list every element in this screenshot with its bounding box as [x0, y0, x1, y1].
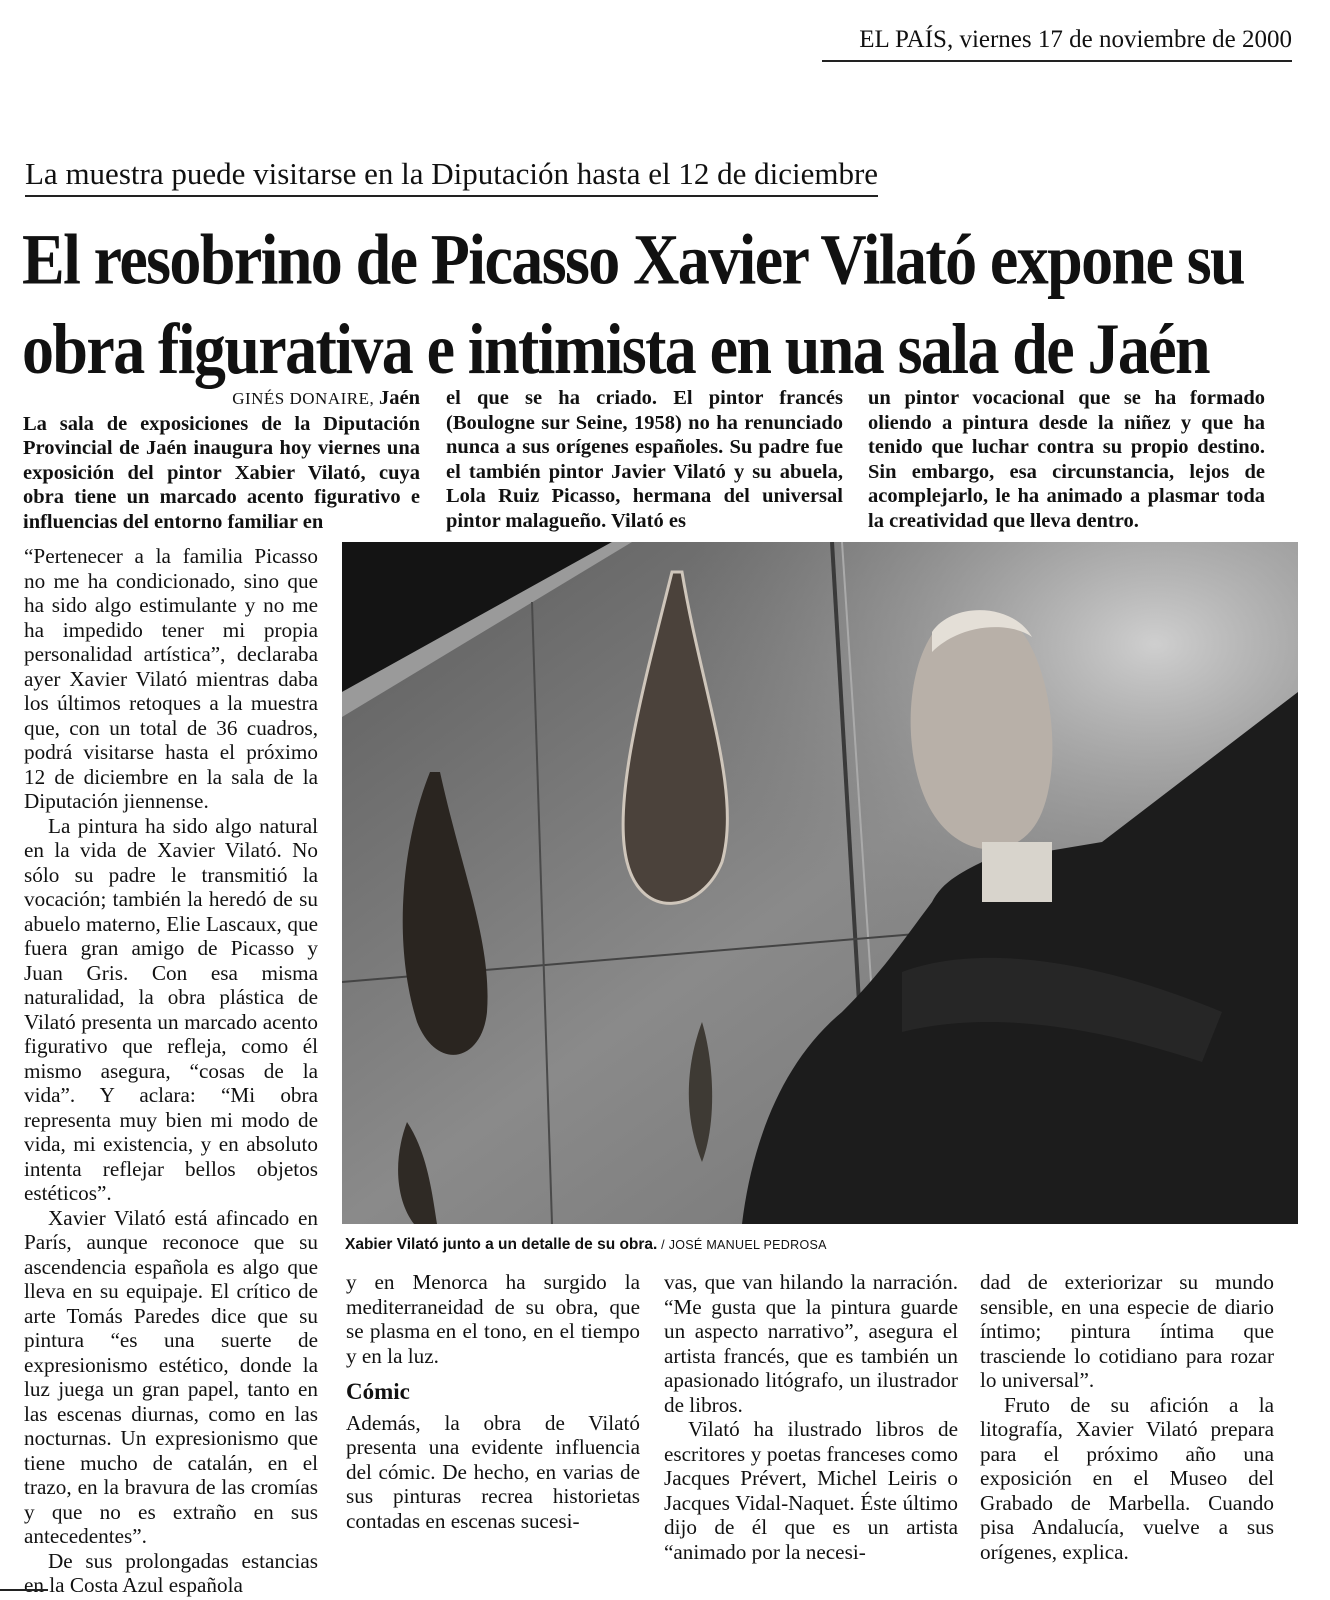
lead-column-3 [868, 386, 1265, 533]
body-paragraph: y en Menorca ha surgido la mediterraneidad de su obra, que se plasma en el tono, en el tiempo y en la luz. [346, 1270, 640, 1368]
caption-text: Xabier Vilató junto a un detalle de su obra. [345, 1236, 658, 1253]
body-paragraph: La pintura ha sido algo natural en la vida de Xavier Vilató. No sólo su padre le transmitió la vocación; también la heredó de su abuelo materno, Elie Lascaux, que fuera gran amigo de Picasso y Juan Gris. Con esa misma naturalidad, la obra plástica de Vilató presenta un marcado acento figurativo que refleja, como él mismo asegura, “cosas de la vida”. Y aclara: “Mi obra representa muy bien mi modo de vida, mi existencia, y en absoluto intenta reflejar bellos objetos estéticos”. [24, 813, 318, 1205]
photo-caption [345, 1236, 827, 1254]
byline-author: GINÉS DONAIRE, [232, 389, 375, 408]
body-column-4 [980, 1270, 1274, 1564]
body-column-2 [346, 1270, 640, 1533]
byline [23, 386, 420, 412]
lead-text: La sala de exposiciones de la Diputación Provincial de Jaén inaugura hoy viernes una exposición del pintor Xabier Vilató, cuya obra tiene un marcado acento figurativo e influencias del entorno familiar en [23, 412, 420, 533]
body-column-1 [24, 544, 318, 1598]
article-photo [342, 542, 1298, 1224]
headline-line-1: El resobrino de Picasso Xavier Vilató expone su [22, 219, 1245, 299]
kicker: La muestra puede visitarse en la Diputación hasta el 12 de diciembre [25, 156, 878, 197]
lead-text: el que se ha criado. El pintor francés (Boulogne sur Seine, 1958) no ha renunciado nunca a sus orígenes españoles. Su padre fue el también pintor Javier Vilató y su abuela, Lola Ruiz Picasso, hermana del universal pintor malagueño. Vilató es [446, 387, 843, 532]
lead-column-1 [23, 386, 420, 534]
masthead: EL PAÍS, viernes 17 de noviembre de 2000 [822, 26, 1292, 62]
body-paragraph: Xavier Vilató está afincado en París, aunque reconoce que su ascendencia española es algo que lleva en su equipaje. El crítico de arte Tomás Paredes dice que su pintura “es una suerte de expresionismo estético, donde la luz juega un gran papel, tanto en las escenas diurnas, como en las nocturnas. Un expresionismo que tiene mucho de catalán, en el trazo, en la bravura de las cromías y que no es extraño en sus antecedentes”. [24, 1205, 318, 1548]
headline [22, 215, 1292, 394]
headline-line-2: obra figurativa e intimista en una sala de Jaén [22, 309, 1210, 389]
body-paragraph: dad de exteriorizar su mundo sensible, en una especie de diario íntimo; pintura íntima que trasciende lo cotidiano para rozar lo universal”. [980, 1270, 1274, 1392]
body-column-3 [664, 1270, 958, 1564]
section-subhead: Cómic [346, 1379, 410, 1404]
footer-rule [0, 1589, 48, 1591]
body-paragraph: Fruto de su afición a la litografía, Xavier Vilató prepara para el próximo año una exposición en el Museo del Grabado de Marbella. Cuando pisa Andalucía, vuelve a sus orígenes, explica. [980, 1392, 1274, 1564]
photo-illustration [342, 542, 1298, 1224]
body-paragraph: Además, la obra de Vilató presenta una evidente influencia del cómic. De hecho, en varias de sus pinturas recrea historietas contadas en escenas sucesi- [346, 1410, 640, 1533]
body-paragraph: Vilató ha ilustrado libros de escritores y poetas franceses como Jacques Prévert, Michel Leiris o Jacques Vidal-Naquet. Éste último dijo de él que es un artista “animado por la necesi- [664, 1417, 958, 1564]
lead-column-2 [446, 386, 843, 533]
body-paragraph: De sus prolongadas estancias en la Costa Azul española [24, 1548, 318, 1597]
photo-credit: / JOSÉ MANUEL PEDROSA [657, 1238, 827, 1252]
lead-text: un pintor vocacional que se ha formado oliendo a pintura desde la niñez y que ha tenido que luchar contra su propio destino. Sin embargo, esa circunstancia, lejos de acomplejarlo, le ha animado a plasmar toda la creatividad que lleva dentro. [868, 387, 1265, 532]
body-paragraph: “Pertenecer a la familia Picasso no me ha condicionado, sino que ha sido algo estimulante y no me ha impedido tener mi propia personalidad artística”, declaraba ayer Xavier Vilató mientras daba los últimos retoques a la muestra que, con un total de 36 cuadros, podrá visitarse hasta el próximo 12 de diciembre en la sala de la Diputación jiennense. [24, 544, 318, 813]
body-paragraph: vas, que van hilando la narración. “Me gusta que la pintura guarde un aspecto narrativo”, asegura el artista francés, que es también un apasionado litógrafo, un ilustrador de libros. [664, 1270, 958, 1417]
byline-place: Jaén [379, 387, 420, 409]
